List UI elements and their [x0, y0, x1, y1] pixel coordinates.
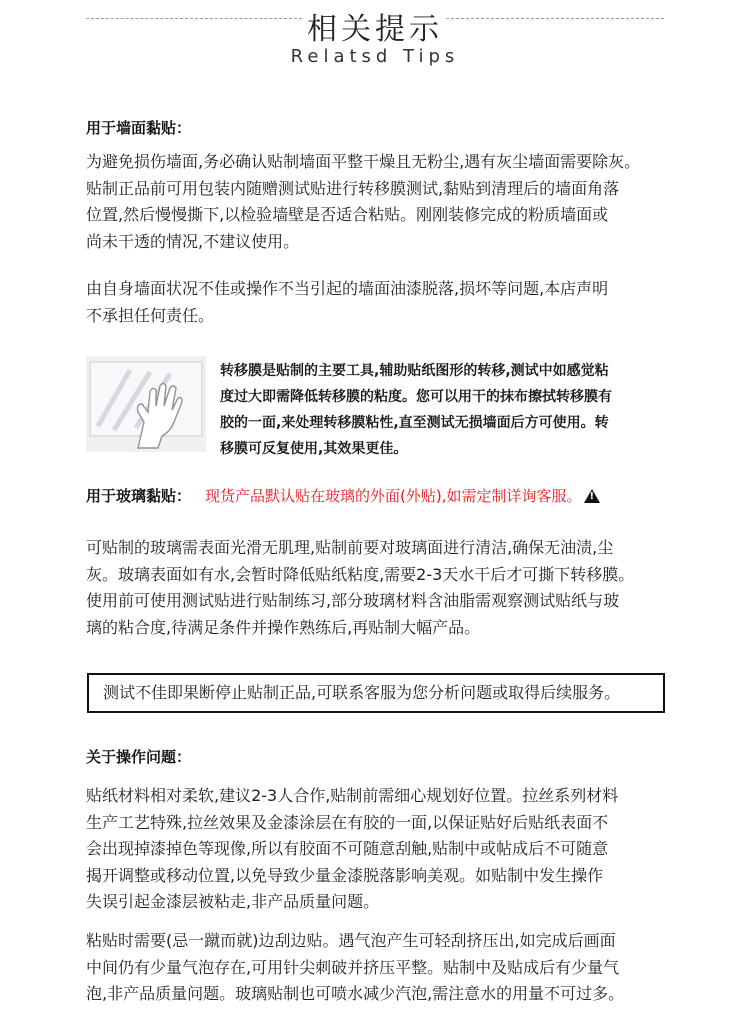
- wall-paragraph-1: [86, 149, 686, 255]
- operation-paragraph-1: [86, 783, 686, 916]
- text-line: 使用前可使用测试贴进行贴制练习,部分玻璃材料含油脂需观察测试贴纸与玻: [86, 591, 620, 610]
- glass-paragraph: [86, 535, 686, 641]
- text-line: 为避免损伤墙面,务必确认贴制墙面平整干燥且无粉尘,遇有灰尘墙面需要除灰。: [86, 152, 641, 171]
- operation-paragraph-2: [86, 928, 686, 1008]
- text-line: 移膜可反复使用,其效果更佳。: [220, 441, 408, 457]
- text-line: 贴制正品前可用包装内随赠测试贴进行转移膜测试,黏贴到清理后的墙面角落: [86, 178, 620, 198]
- glass-heading-row: [86, 485, 706, 506]
- text-line: 揭开调整或移动位置,以免导致少量金漆脱落影响美观。如贴制中发生操作: [86, 865, 604, 885]
- text-line: 可贴制的玻璃需表面光滑无肌理,贴制前要对玻璃面进行清洁,确保无油渍,尘: [86, 538, 614, 557]
- text-line: 璃的粘合度,待满足条件并操作熟练后,再贴制大幅产品。: [86, 617, 481, 637]
- text-line: 转移膜是贴制的主要工具,辅助贴纸图形的转移,测试中如感觉粘: [220, 363, 609, 379]
- text-line: 度过大即需降低转移膜的粘度。您可以用干的抹布擦拭转移膜有: [220, 389, 612, 405]
- text-line: 会出现掉漆掉色等现像,所以有胶面不可随意刮触,贴制中或帖成后不可随意: [86, 839, 609, 858]
- text-line: 失误引起金漆层被粘走,非产品质量问题。: [86, 892, 380, 911]
- page-title: 相关提示: [307, 12, 443, 47]
- glass-warning: 现货产品默认贴在玻璃的外面(外贴),如需定制详询客服。: [205, 487, 582, 505]
- notice-box: 测试不佳即果断停止贴制正品,可联系客服为您分析问题或取得后续服务。: [87, 673, 665, 713]
- text-line: 生产工艺特殊,拉丝效果及金漆涂层在有胶的一面,以保证贴好后贴纸表面不: [86, 812, 609, 832]
- text-line: 由自身墙面状况不佳或操作不当引起的墙面油漆脱落,损坏等问题,本店声明: [86, 279, 609, 298]
- text-line: 胶的一面,来处理转移膜粘性,直至测试无损墙面后方可使用。转: [220, 415, 609, 431]
- text-line: 粘贴时需要(忌一蹴而就)边刮边贴。遇气泡产生可轻刮挤压出,如完成后画面: [86, 931, 616, 950]
- text-line: 位置,然后慢慢撕下,以检验墙壁是否适合粘贴。刚刚装修完成的粉质墙面或: [86, 205, 609, 224]
- text-line: 贴纸材料相对柔软,建议2-3人合作,贴制前需细心规划好位置。拉丝系列材料: [86, 786, 619, 805]
- warning-triangle-icon: !: [584, 489, 600, 503]
- glass-heading: 用于玻璃黏贴：: [86, 487, 192, 505]
- operation-heading: 关于操作问题：: [86, 748, 192, 766]
- page-subtitle: Relatsd Tips: [290, 46, 460, 67]
- wall-heading: 用于墙面黏贴：: [86, 119, 192, 137]
- text-line: 不承担任何责任。: [86, 305, 215, 325]
- text-line: 泡,非产品质量问题。玻璃贴制也可喷水减少汽泡,需注意水的用量不可过多。: [86, 984, 625, 1003]
- hand-wiping-window-icon: [86, 356, 206, 452]
- text-line: 灰。玻璃表面如有水,会暂时降低贴纸粘度,需要2-3天水干后才可撕下转移膜。: [86, 564, 635, 584]
- text-line: 尚未干透的情况,不建议使用。: [86, 231, 300, 251]
- transfer-film-tip: [220, 358, 680, 462]
- text-line: 中间仍有少量气泡存在,可用针尖刺破并挤压平整。贴制中及贴成后有少量气: [86, 957, 620, 977]
- wall-paragraph-2: [86, 276, 686, 329]
